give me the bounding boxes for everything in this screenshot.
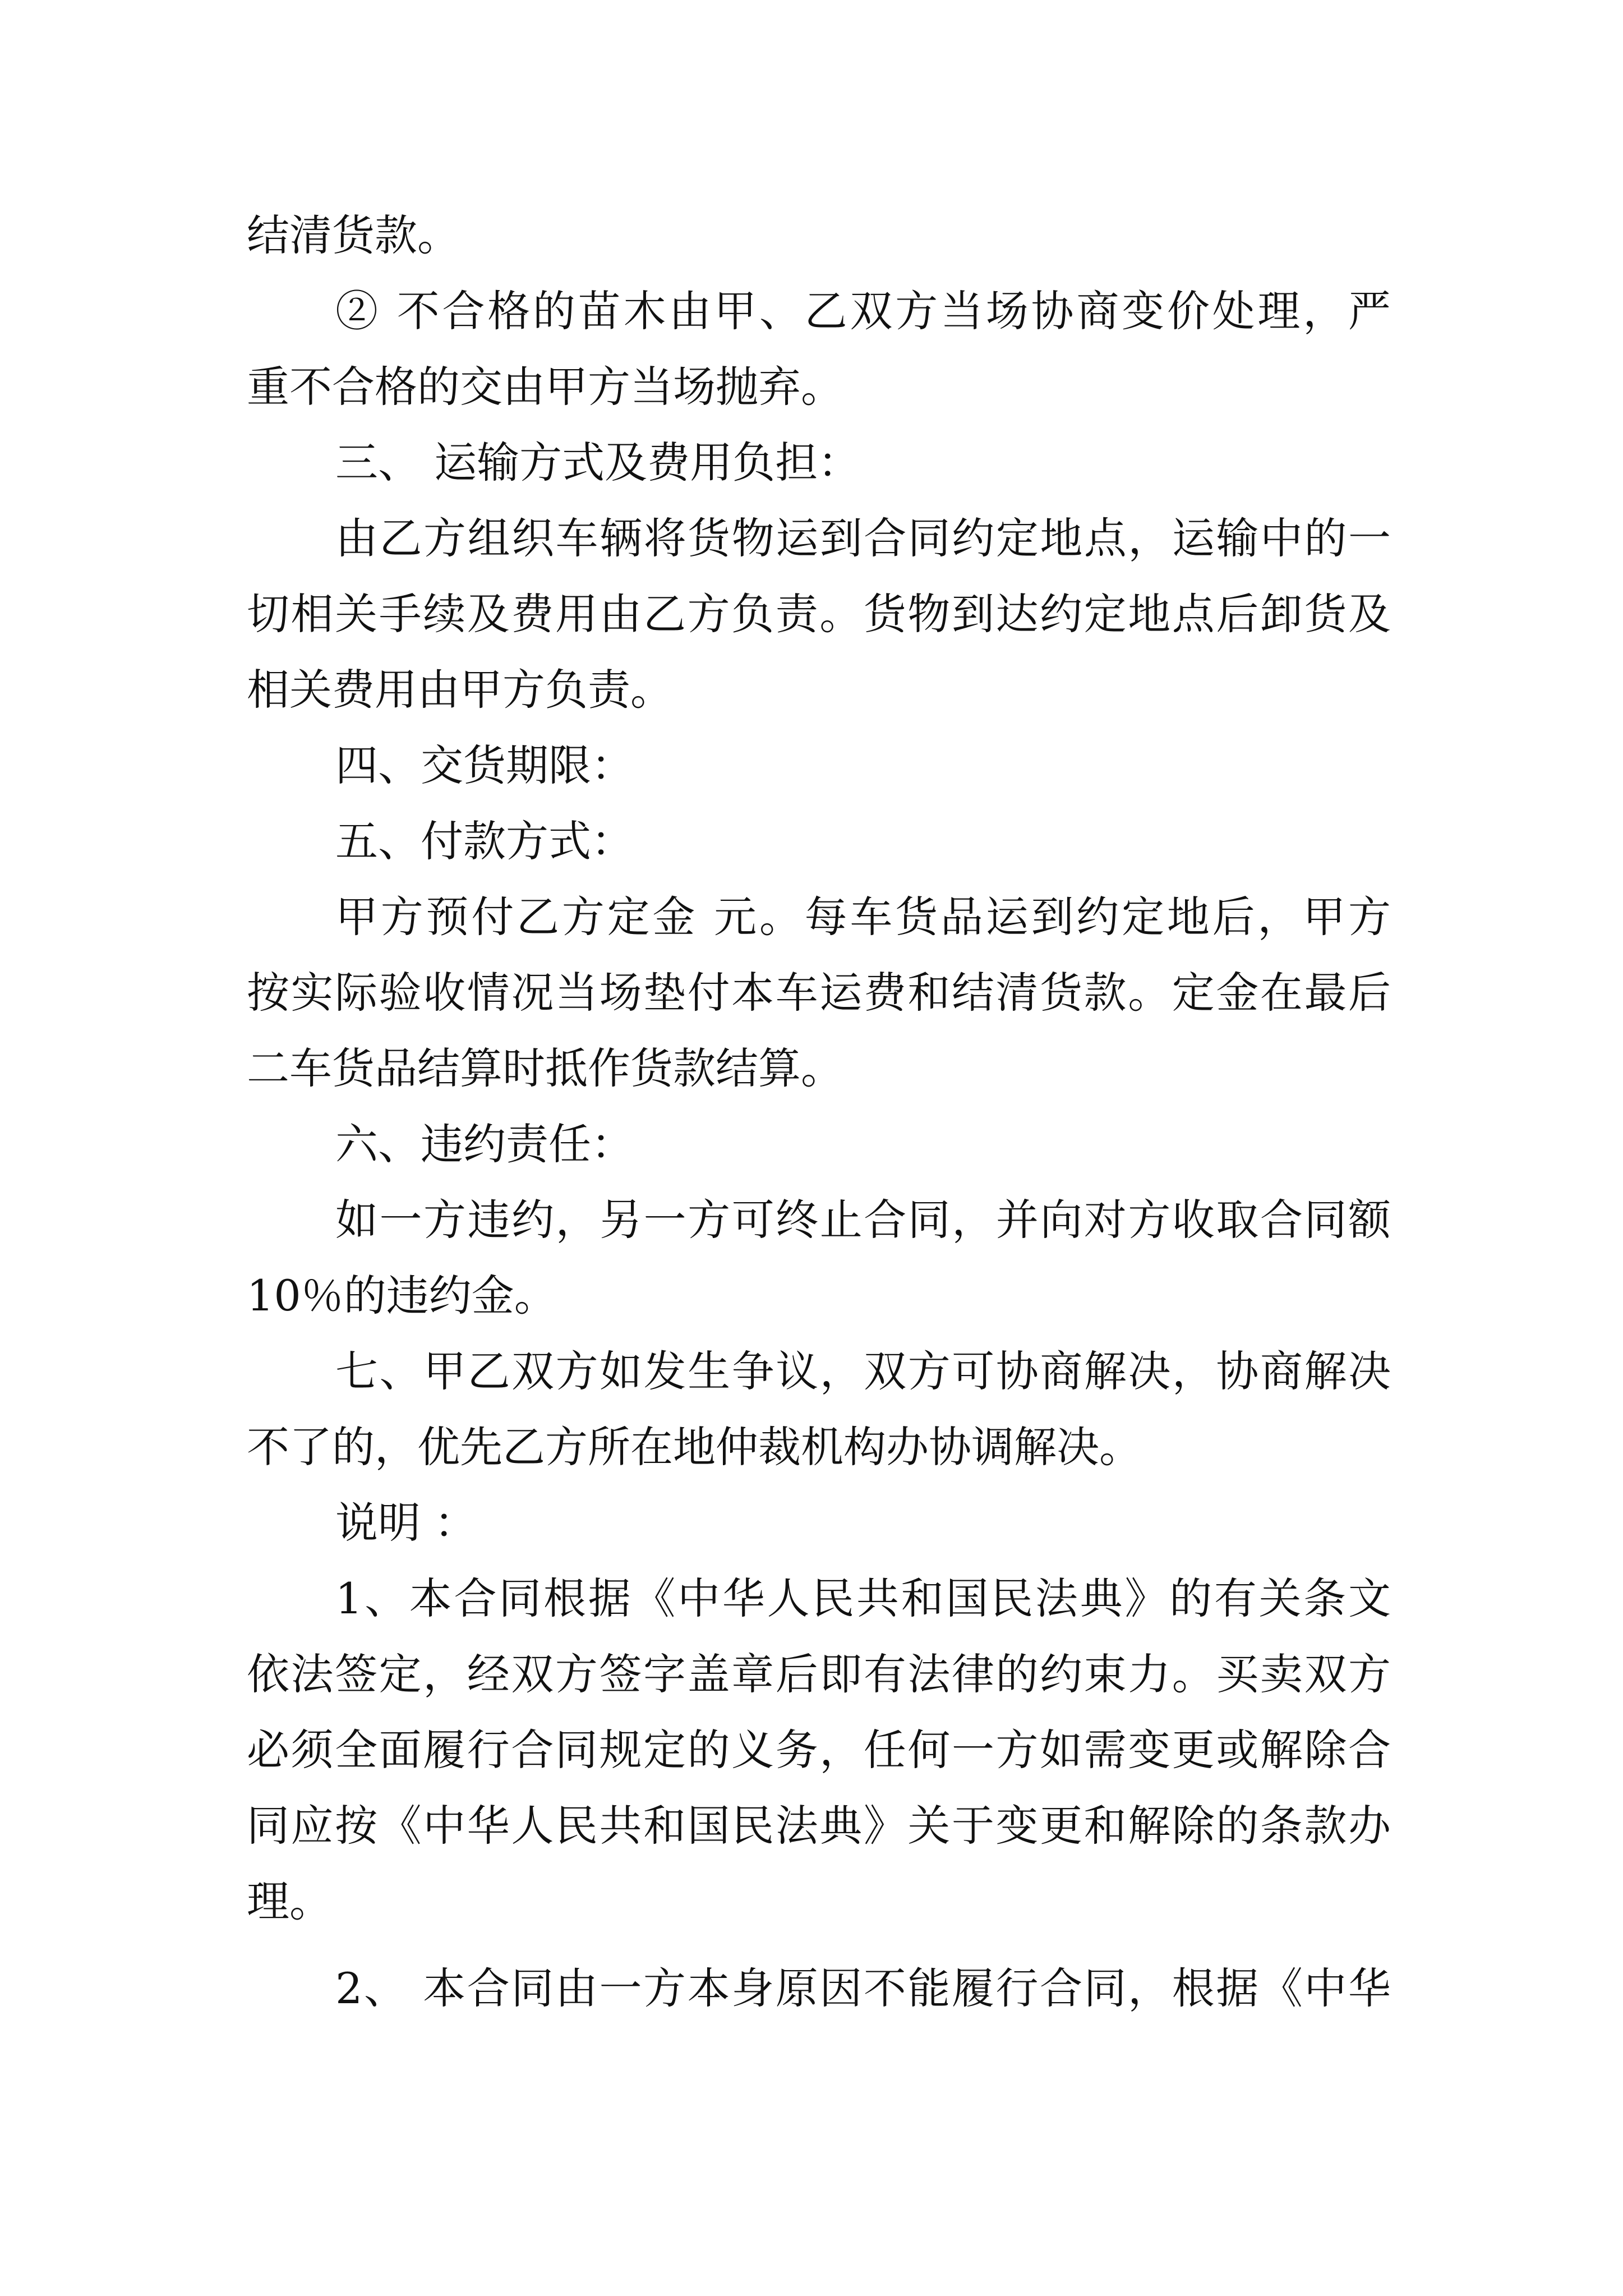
text-line: 甲方预付乙方定金 元。每车货品运到约定地后，甲方 [335,892,1391,942]
text-line: 相关费用由甲方负责。 [247,665,673,715]
text-line: 结清货款。 [247,210,460,260]
text-line: 1、本合同根据《中华人民共和国民法典》的有关条文 [335,1573,1391,1623]
text-line: 不了的，优先乙方所在地仲裁机构办协调解决。 [247,1422,1142,1472]
section-heading: 说明 ： [335,1498,477,1548]
text-line: 切相关手续及费用由乙方负责。货物到达约定地点后卸货及 [247,589,1391,639]
text-line: 依法签定，经双方签字盖章后即有法律的约束力。买卖双方 [247,1649,1391,1699]
section-heading: 四、交货期限： [335,740,634,790]
section-heading: 六、违约责任： [335,1119,634,1169]
text-line: 2、 本合同由一方本身原因不能履行合同，根据《中华 [335,1963,1391,2013]
text-line: 按实际验收情况当场垫付本车运费和结清货款。定金在最后 [247,968,1391,1018]
text-line: 必须全面履行合同规定的义务，任何一方如需变更或解除合 [247,1725,1391,1775]
section-heading: 五、付款方式： [335,816,634,866]
text-line: 重不合格的交由甲方当场抛弃。 [247,362,843,412]
section-heading: 三、 运输方式及费用负担： [335,438,861,487]
text-line: 理。 [247,1876,332,1926]
text-line: 二车货品结算时抵作货款结算。 [247,1043,843,1093]
text-line: 同应按《中华人民共和国民法典》关于变更和解除的条款办 [247,1801,1391,1851]
text-line: 由乙方组织车辆将货物运到合同约定地点，运输中的一 [335,513,1391,563]
text-line: 10％的违约金。 [247,1271,557,1320]
text-line: 七、甲乙双方如发生争议，双方可协商解决，协商解决 [335,1346,1391,1396]
text-line: ② 不合格的苗木由甲、乙双方当场协商变价处理，严 [335,286,1391,336]
text-line: 如一方违约，另一方可终止合同，并向对方收取合同额 [335,1195,1391,1245]
